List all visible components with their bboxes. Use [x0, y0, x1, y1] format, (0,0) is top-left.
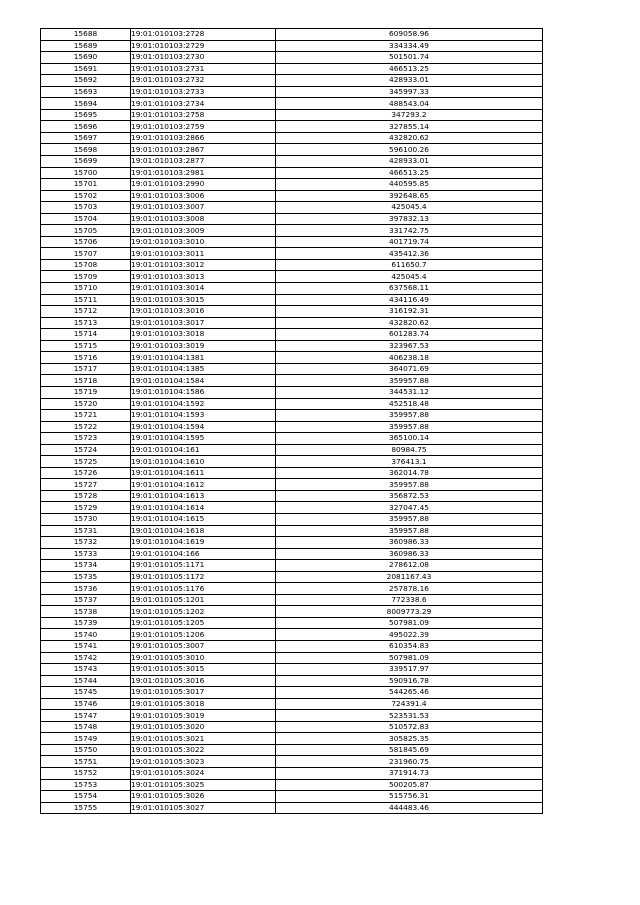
- cadastral-number-cell: 19:01:010105:3026: [131, 791, 276, 803]
- row-number-cell: 15700: [41, 167, 131, 179]
- cadastral-value-cell: 278612.08: [276, 560, 543, 572]
- row-number-cell: 15747: [41, 710, 131, 722]
- cadastral-number-cell: 19:01:010103:2867: [131, 144, 276, 156]
- row-number-cell: 15702: [41, 190, 131, 202]
- row-number-cell: 15746: [41, 698, 131, 710]
- cadastral-number-cell: 19:01:010103:3016: [131, 306, 276, 318]
- row-number-cell: 15728: [41, 490, 131, 502]
- table-row: [41, 421, 543, 433]
- cadastral-number-cell: 19:01:010103:2731: [131, 63, 276, 75]
- cadastral-value-cell: 434116.49: [276, 294, 543, 306]
- table-row: [41, 744, 543, 756]
- table-row: [41, 144, 543, 156]
- row-number-cell: 15745: [41, 687, 131, 699]
- cadastral-number-cell: 19:01:010105:3020: [131, 721, 276, 733]
- table-row: [41, 594, 543, 606]
- row-number-cell: 15740: [41, 629, 131, 641]
- cadastral-number-cell: 19:01:010105:3023: [131, 756, 276, 768]
- cadastral-number-cell: 19:01:010105:3016: [131, 675, 276, 687]
- row-number-cell: 15732: [41, 537, 131, 549]
- cadastral-number-cell: 19:01:010103:3010: [131, 236, 276, 248]
- row-number-cell: 15698: [41, 144, 131, 156]
- cadastral-number-cell: 19:01:010103:3011: [131, 248, 276, 260]
- cadastral-number-cell: 19:01:010105:3019: [131, 710, 276, 722]
- table-row: [41, 560, 543, 572]
- cadastral-number-cell: 19:01:010103:2728: [131, 29, 276, 41]
- cadastral-value-cell: 347293.2: [276, 109, 543, 121]
- cadastral-value-cell: 637568.11: [276, 283, 543, 295]
- cadastral-number-cell: 19:01:010103:3007: [131, 202, 276, 214]
- table-row: [41, 340, 543, 352]
- cadastral-value-cell: 432820.62: [276, 317, 543, 329]
- cadastral-number-cell: 19:01:010105:1205: [131, 617, 276, 629]
- cadastral-value-cell: 339517.97: [276, 664, 543, 676]
- table-row: [41, 490, 543, 502]
- cadastral-value-cell: 601283.74: [276, 329, 543, 341]
- cadastral-value-cell: 80984.75: [276, 444, 543, 456]
- cadastral-value-cell: 488543.04: [276, 98, 543, 110]
- cadastral-number-cell: 19:01:010103:2729: [131, 40, 276, 52]
- table-row: [41, 156, 543, 168]
- cadastral-value-cell: 359957.88: [276, 479, 543, 491]
- cadastral-number-cell: 19:01:010104:1385: [131, 363, 276, 375]
- cadastral-value-cell: 544265.46: [276, 687, 543, 699]
- row-number-cell: 15737: [41, 594, 131, 606]
- cadastral-number-cell: 19:01:010103:3017: [131, 317, 276, 329]
- cadastral-number-cell: 19:01:010104:1586: [131, 386, 276, 398]
- cadastral-number-cell: 19:01:010103:2866: [131, 132, 276, 144]
- row-number-cell: 15739: [41, 617, 131, 629]
- cadastral-number-cell: 19:01:010105:3024: [131, 768, 276, 780]
- cadastral-number-cell: 19:01:010105:3010: [131, 652, 276, 664]
- table-row: [41, 63, 543, 75]
- row-number-cell: 15703: [41, 202, 131, 214]
- table-body: [41, 29, 543, 814]
- cadastral-number-cell: 19:01:010103:2981: [131, 167, 276, 179]
- cadastral-value-cell: 323967.53: [276, 340, 543, 352]
- cadastral-value-table: [40, 28, 543, 814]
- table-row: [41, 132, 543, 144]
- row-number-cell: 15755: [41, 802, 131, 814]
- row-number-cell: 15718: [41, 375, 131, 387]
- row-number-cell: 15688: [41, 29, 131, 41]
- cadastral-value-cell: 452518.48: [276, 398, 543, 410]
- cadastral-number-cell: 19:01:010103:2759: [131, 121, 276, 133]
- cadastral-number-cell: 19:01:010103:3013: [131, 271, 276, 283]
- cadastral-number-cell: 19:01:010105:3022: [131, 744, 276, 756]
- cadastral-value-cell: 500205.87: [276, 779, 543, 791]
- cadastral-number-cell: 19:01:010104:1615: [131, 513, 276, 525]
- cadastral-value-cell: 362014.78: [276, 467, 543, 479]
- cadastral-number-cell: 19:01:010105:1171: [131, 560, 276, 572]
- row-number-cell: 15733: [41, 548, 131, 560]
- cadastral-number-cell: 19:01:010103:2990: [131, 179, 276, 191]
- row-number-cell: 15730: [41, 513, 131, 525]
- table-row: [41, 802, 543, 814]
- cadastral-value-cell: 425045.4: [276, 202, 543, 214]
- cadastral-number-cell: 19:01:010103:3018: [131, 329, 276, 341]
- table-row: [41, 410, 543, 422]
- table-row: [41, 640, 543, 652]
- table-row: [41, 433, 543, 445]
- cadastral-number-cell: 19:01:010105:1206: [131, 629, 276, 641]
- table-row: [41, 86, 543, 98]
- cadastral-number-cell: 19:01:010103:2733: [131, 86, 276, 98]
- row-number-cell: 15713: [41, 317, 131, 329]
- cadastral-value-cell: 376413.1: [276, 456, 543, 468]
- cadastral-value-cell: 425045.4: [276, 271, 543, 283]
- cadastral-number-cell: 19:01:010103:2730: [131, 52, 276, 64]
- row-number-cell: 15712: [41, 306, 131, 318]
- table-row: [41, 167, 543, 179]
- row-number-cell: 15711: [41, 294, 131, 306]
- row-number-cell: 15694: [41, 98, 131, 110]
- table-row: [41, 537, 543, 549]
- cadastral-value-cell: 364071.69: [276, 363, 543, 375]
- cadastral-number-cell: 19:01:010105:3015: [131, 664, 276, 676]
- cadastral-number-cell: 19:01:010105:1172: [131, 571, 276, 583]
- cadastral-number-cell: 19:01:010105:3027: [131, 802, 276, 814]
- row-number-cell: 15749: [41, 733, 131, 745]
- cadastral-number-cell: 19:01:010104:1619: [131, 537, 276, 549]
- table-row: [41, 606, 543, 618]
- row-number-cell: 15723: [41, 433, 131, 445]
- table-row: [41, 329, 543, 341]
- cadastral-value-cell: 428933.01: [276, 75, 543, 87]
- cadastral-value-cell: 359957.88: [276, 525, 543, 537]
- row-number-cell: 15690: [41, 52, 131, 64]
- cadastral-value-cell: 406238.18: [276, 352, 543, 364]
- table-row: [41, 283, 543, 295]
- cadastral-number-cell: 19:01:010103:2877: [131, 156, 276, 168]
- row-number-cell: 15715: [41, 340, 131, 352]
- table-row: [41, 652, 543, 664]
- cadastral-number-cell: 19:01:010104:1611: [131, 467, 276, 479]
- row-number-cell: 15696: [41, 121, 131, 133]
- table-row: [41, 456, 543, 468]
- table-row: [41, 225, 543, 237]
- table-row: [41, 513, 543, 525]
- cadastral-number-cell: 19:01:010104:161: [131, 444, 276, 456]
- row-number-cell: 15720: [41, 398, 131, 410]
- cadastral-value-cell: 334334.49: [276, 40, 543, 52]
- row-number-cell: 15741: [41, 640, 131, 652]
- cadastral-value-cell: 331742.75: [276, 225, 543, 237]
- row-number-cell: 15693: [41, 86, 131, 98]
- row-number-cell: 15743: [41, 664, 131, 676]
- row-number-cell: 15695: [41, 109, 131, 121]
- table-row: [41, 52, 543, 64]
- cadastral-value-cell: 401719.74: [276, 236, 543, 248]
- cadastral-number-cell: 19:01:010105:3021: [131, 733, 276, 745]
- cadastral-value-cell: 392648.65: [276, 190, 543, 202]
- cadastral-value-cell: 581845.69: [276, 744, 543, 756]
- table-row: [41, 363, 543, 375]
- table-row: [41, 40, 543, 52]
- cadastral-number-cell: 19:01:010104:1593: [131, 410, 276, 422]
- cadastral-value-cell: 2081167.43: [276, 571, 543, 583]
- table-row: [41, 248, 543, 260]
- cadastral-number-cell: 19:01:010104:1595: [131, 433, 276, 445]
- cadastral-number-cell: 19:01:010103:3019: [131, 340, 276, 352]
- table-row: [41, 756, 543, 768]
- cadastral-number-cell: 19:01:010103:3006: [131, 190, 276, 202]
- cadastral-value-cell: 359957.88: [276, 410, 543, 422]
- cadastral-number-cell: 19:01:010104:1618: [131, 525, 276, 537]
- cadastral-value-cell: 359957.88: [276, 513, 543, 525]
- table-row: [41, 467, 543, 479]
- table-row: [41, 444, 543, 456]
- row-number-cell: 15738: [41, 606, 131, 618]
- cadastral-value-cell: 344531.12: [276, 386, 543, 398]
- row-number-cell: 15689: [41, 40, 131, 52]
- table-row: [41, 386, 543, 398]
- cadastral-value-cell: 515756.31: [276, 791, 543, 803]
- table-row: [41, 710, 543, 722]
- cadastral-value-cell: 466513.25: [276, 167, 543, 179]
- table-row: [41, 502, 543, 514]
- cadastral-value-cell: 507981.09: [276, 652, 543, 664]
- row-number-cell: 15714: [41, 329, 131, 341]
- cadastral-number-cell: 19:01:010105:1202: [131, 606, 276, 618]
- cadastral-number-cell: 19:01:010104:1610: [131, 456, 276, 468]
- cadastral-value-cell: 609058.96: [276, 29, 543, 41]
- table-row: [41, 791, 543, 803]
- cadastral-value-cell: 428933.01: [276, 156, 543, 168]
- table-row: [41, 675, 543, 687]
- row-number-cell: 15707: [41, 248, 131, 260]
- cadastral-value-cell: 359957.88: [276, 375, 543, 387]
- row-number-cell: 15719: [41, 386, 131, 398]
- cadastral-value-cell: 590916.78: [276, 675, 543, 687]
- table-row: [41, 213, 543, 225]
- row-number-cell: 15724: [41, 444, 131, 456]
- cadastral-value-cell: 507981.09: [276, 617, 543, 629]
- table-row: [41, 271, 543, 283]
- row-number-cell: 15691: [41, 63, 131, 75]
- cadastral-value-cell: 440595.85: [276, 179, 543, 191]
- table-row: [41, 629, 543, 641]
- cadastral-value-cell: 444483.46: [276, 802, 543, 814]
- row-number-cell: 15727: [41, 479, 131, 491]
- cadastral-value-cell: 510572.83: [276, 721, 543, 733]
- cadastral-value-cell: 360986.33: [276, 548, 543, 560]
- cadastral-number-cell: 19:01:010103:3008: [131, 213, 276, 225]
- table-row: [41, 202, 543, 214]
- row-number-cell: 15692: [41, 75, 131, 87]
- row-number-cell: 15721: [41, 410, 131, 422]
- table-row: [41, 236, 543, 248]
- cadastral-value-cell: 610354.83: [276, 640, 543, 652]
- table-row: [41, 479, 543, 491]
- cadastral-value-cell: 359957.88: [276, 421, 543, 433]
- table-row: [41, 179, 543, 191]
- table-row: [41, 75, 543, 87]
- row-number-cell: 15731: [41, 525, 131, 537]
- cadastral-number-cell: 19:01:010103:2732: [131, 75, 276, 87]
- table-row: [41, 664, 543, 676]
- table-row: [41, 583, 543, 595]
- table-row: [41, 687, 543, 699]
- row-number-cell: 15736: [41, 583, 131, 595]
- cadastral-number-cell: 19:01:010105:3025: [131, 779, 276, 791]
- cadastral-value-cell: 432820.62: [276, 132, 543, 144]
- row-number-cell: 15734: [41, 560, 131, 572]
- row-number-cell: 15752: [41, 768, 131, 780]
- cadastral-number-cell: 19:01:010103:2734: [131, 98, 276, 110]
- table-row: [41, 29, 543, 41]
- table-row: [41, 525, 543, 537]
- table-row: [41, 617, 543, 629]
- table-row: [41, 98, 543, 110]
- cadastral-value-cell: 772338.6: [276, 594, 543, 606]
- cadastral-value-cell: 397832.13: [276, 213, 543, 225]
- cadastral-value-cell: 360986.33: [276, 537, 543, 549]
- row-number-cell: 15753: [41, 779, 131, 791]
- row-number-cell: 15705: [41, 225, 131, 237]
- table-row: [41, 733, 543, 745]
- cadastral-number-cell: 19:01:010104:166: [131, 548, 276, 560]
- cadastral-value-cell: 257878.16: [276, 583, 543, 595]
- table-row: [41, 721, 543, 733]
- row-number-cell: 15701: [41, 179, 131, 191]
- cadastral-value-cell: 305825.35: [276, 733, 543, 745]
- cadastral-number-cell: 19:01:010104:1584: [131, 375, 276, 387]
- cadastral-value-cell: 345997.33: [276, 86, 543, 98]
- row-number-cell: 15706: [41, 236, 131, 248]
- row-number-cell: 15699: [41, 156, 131, 168]
- cadastral-number-cell: 19:01:010104:1614: [131, 502, 276, 514]
- cadastral-number-cell: 19:01:010105:3018: [131, 698, 276, 710]
- cadastral-value-cell: 316192.31: [276, 306, 543, 318]
- row-number-cell: 15726: [41, 467, 131, 479]
- cadastral-number-cell: 19:01:010104:1612: [131, 479, 276, 491]
- table-row: [41, 259, 543, 271]
- row-number-cell: 15710: [41, 283, 131, 295]
- cadastral-number-cell: 19:01:010105:3007: [131, 640, 276, 652]
- cadastral-value-cell: 501501.74: [276, 52, 543, 64]
- cadastral-value-cell: 371914.73: [276, 768, 543, 780]
- table-row: [41, 548, 543, 560]
- table-row: [41, 306, 543, 318]
- cadastral-value-cell: 8009773.29: [276, 606, 543, 618]
- cadastral-number-cell: 19:01:010104:1592: [131, 398, 276, 410]
- cadastral-value-cell: 611650.7: [276, 259, 543, 271]
- row-number-cell: 15751: [41, 756, 131, 768]
- table-row: [41, 190, 543, 202]
- row-number-cell: 15744: [41, 675, 131, 687]
- table-row: [41, 779, 543, 791]
- cadastral-number-cell: 19:01:010104:1594: [131, 421, 276, 433]
- cadastral-number-cell: 19:01:010104:1381: [131, 352, 276, 364]
- cadastral-number-cell: 19:01:010103:3014: [131, 283, 276, 295]
- row-number-cell: 15750: [41, 744, 131, 756]
- cadastral-value-cell: 523531.53: [276, 710, 543, 722]
- row-number-cell: 15742: [41, 652, 131, 664]
- cadastral-value-cell: 435412.36: [276, 248, 543, 260]
- table-row: [41, 109, 543, 121]
- cadastral-value-cell: 596100.26: [276, 144, 543, 156]
- cadastral-number-cell: 19:01:010103:3009: [131, 225, 276, 237]
- row-number-cell: 15722: [41, 421, 131, 433]
- row-number-cell: 15735: [41, 571, 131, 583]
- row-number-cell: 15697: [41, 132, 131, 144]
- cadastral-value-cell: 356872.53: [276, 490, 543, 502]
- row-number-cell: 15754: [41, 791, 131, 803]
- cadastral-number-cell: 19:01:010104:1613: [131, 490, 276, 502]
- cadastral-number-cell: 19:01:010105:3017: [131, 687, 276, 699]
- cadastral-value-cell: 231960.75: [276, 756, 543, 768]
- cadastral-value-cell: 365100.14: [276, 433, 543, 445]
- table-row: [41, 317, 543, 329]
- cadastral-number-cell: 19:01:010103:3015: [131, 294, 276, 306]
- cadastral-value-cell: 724391.4: [276, 698, 543, 710]
- row-number-cell: 15729: [41, 502, 131, 514]
- cadastral-number-cell: 19:01:010103:3012: [131, 259, 276, 271]
- row-number-cell: 15708: [41, 259, 131, 271]
- row-number-cell: 15704: [41, 213, 131, 225]
- row-number-cell: 15717: [41, 363, 131, 375]
- row-number-cell: 15716: [41, 352, 131, 364]
- table-row: [41, 121, 543, 133]
- table-row: [41, 698, 543, 710]
- cadastral-value-cell: 327047.45: [276, 502, 543, 514]
- table-row: [41, 294, 543, 306]
- row-number-cell: 15709: [41, 271, 131, 283]
- row-number-cell: 15748: [41, 721, 131, 733]
- cadastral-value-cell: 466513.25: [276, 63, 543, 75]
- cadastral-value-cell: 327855.14: [276, 121, 543, 133]
- cadastral-number-cell: 19:01:010103:2758: [131, 109, 276, 121]
- cadastral-number-cell: 19:01:010105:1176: [131, 583, 276, 595]
- cadastral-value-cell: 495022.39: [276, 629, 543, 641]
- table-row: [41, 571, 543, 583]
- table-row: [41, 352, 543, 364]
- table-row: [41, 768, 543, 780]
- table-row: [41, 398, 543, 410]
- cadastral-number-cell: 19:01:010105:1201: [131, 594, 276, 606]
- table-row: [41, 375, 543, 387]
- row-number-cell: 15725: [41, 456, 131, 468]
